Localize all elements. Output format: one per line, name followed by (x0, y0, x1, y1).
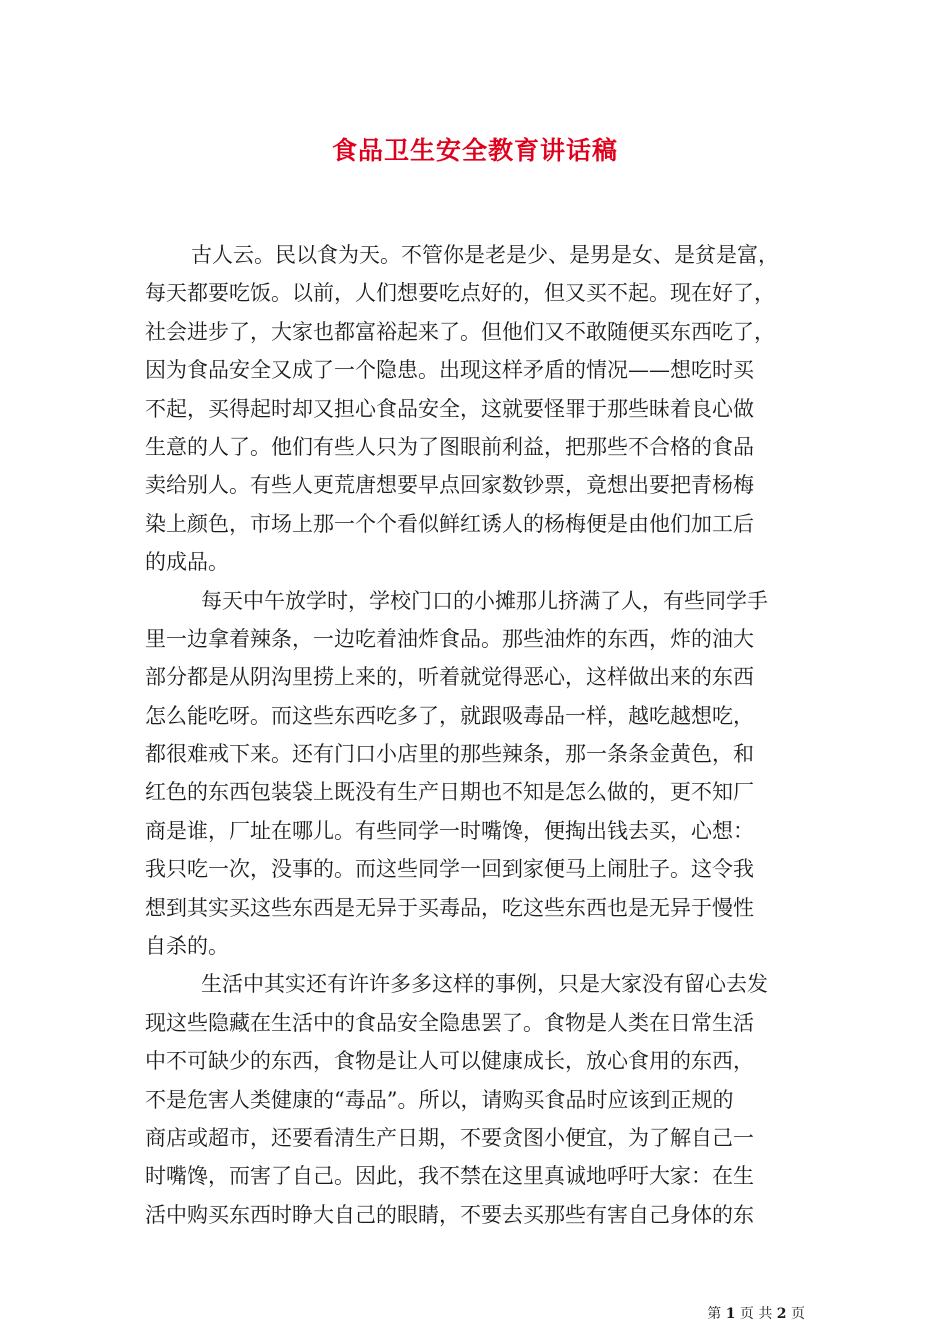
page-number-suffix: 页 (791, 1306, 805, 1322)
text-line: 部分都是从阴沟里捞上来的，听着就觉得恶心，这样做出来的东西 (145, 665, 754, 690)
text-line: 时嘴馋，而害了自己。因此，我不禁在这里真诚地呼吁大家：在生 (145, 1164, 754, 1189)
document-body (145, 236, 807, 1234)
text-line: 怎么能吃呀。而这些东西吃多了，就跟吸毒品一样，越吃越想吃， (145, 703, 754, 728)
paragraph (145, 582, 807, 966)
text-line: 每天中午放学时，学校门口的小摊那儿挤满了人，有些同学手 (201, 588, 768, 613)
text-line: 因为食品安全又成了一个隐患。出现这样矛盾的情况——想吃时买 (145, 358, 754, 383)
page-number-footer (707, 1304, 805, 1324)
text-line: 不是危害人类健康的“毒品”。所以，请购买食品时应该到正规的 (145, 1087, 734, 1112)
text-line: 里一边拿着辣条，一边吃着油炸食品。那些油炸的东西，炸的油大 (145, 626, 754, 651)
text-line: 想到其实买这些东西是无异于买毒品，吃这些东西也是无异于慢性 (145, 895, 754, 920)
document-title: 食品卫生安全教育讲话稿 (331, 136, 618, 165)
current-page-number: 1 (725, 1306, 736, 1322)
text-line: 不起，买得起时却又担心食品安全，这就要怪罪于那些昧着良心做 (145, 396, 754, 421)
paragraph (145, 236, 807, 582)
text-line: 商店或超市，还要看清生产日期，不要贪图小便宜，为了解自己一 (145, 1125, 754, 1150)
text-line: 卖给别人。有些人更荒唐想要早点回家数钞票，竟想出要把青杨梅 (145, 473, 754, 498)
page-number-middle: 页 共 (739, 1306, 773, 1322)
text-line: 社会进步了，大家也都富裕起来了。但他们又不敢随便买东西吃了， (145, 319, 775, 344)
text-line: 生意的人了。他们有些人只为了图眼前利益，把那些不合格的食品 (145, 434, 754, 459)
page-number-prefix: 第 (707, 1306, 722, 1322)
text-line: 自杀的。 (145, 934, 229, 959)
text-line: 活中购买东西时睁大自己的眼睛，不要去买那些有害自己身体的东 (145, 1202, 754, 1227)
text-line: 红色的东西包装袋上既没有生产日期也不知是怎么做的，更不知厂 (145, 780, 754, 805)
text-line: 染上颜色，市场上那一个个看似鲜红诱人的杨梅便是由他们加工后 (145, 511, 754, 536)
text-line: 商是谁，厂址在哪儿。有些同学一时嘴馋，便掏出钱去买，心想： (145, 818, 754, 843)
paragraph (145, 965, 807, 1234)
text-line: 古人云。民以食为天。不管你是老是少、是男是女、是贫是富， (191, 243, 779, 267)
text-line: 的成品。 (145, 550, 229, 575)
text-line: 每天都要吃饭。以前，人们想要吃点好的，但又买不起。现在好了， (145, 281, 775, 306)
text-line: 都很难戒下来。还有门口小店里的那些辣条，那一条条金黄色，和 (145, 742, 754, 767)
text-line: 中不可缺少的东西，食物是让人可以健康成长，放心食用的东西， (145, 1049, 754, 1074)
text-line: 我只吃一次，没事的。而这些同学一回到家便马上闹肚子。这令我 (145, 857, 754, 882)
total-pages-number: 2 (776, 1306, 787, 1322)
text-line: 现这些隐藏在生活中的食品安全隐患罢了。食物是人类在日常生活 (145, 1010, 754, 1035)
text-line: 生活中其实还有许许多多这样的事例，只是大家没有留心去发 (201, 972, 768, 997)
